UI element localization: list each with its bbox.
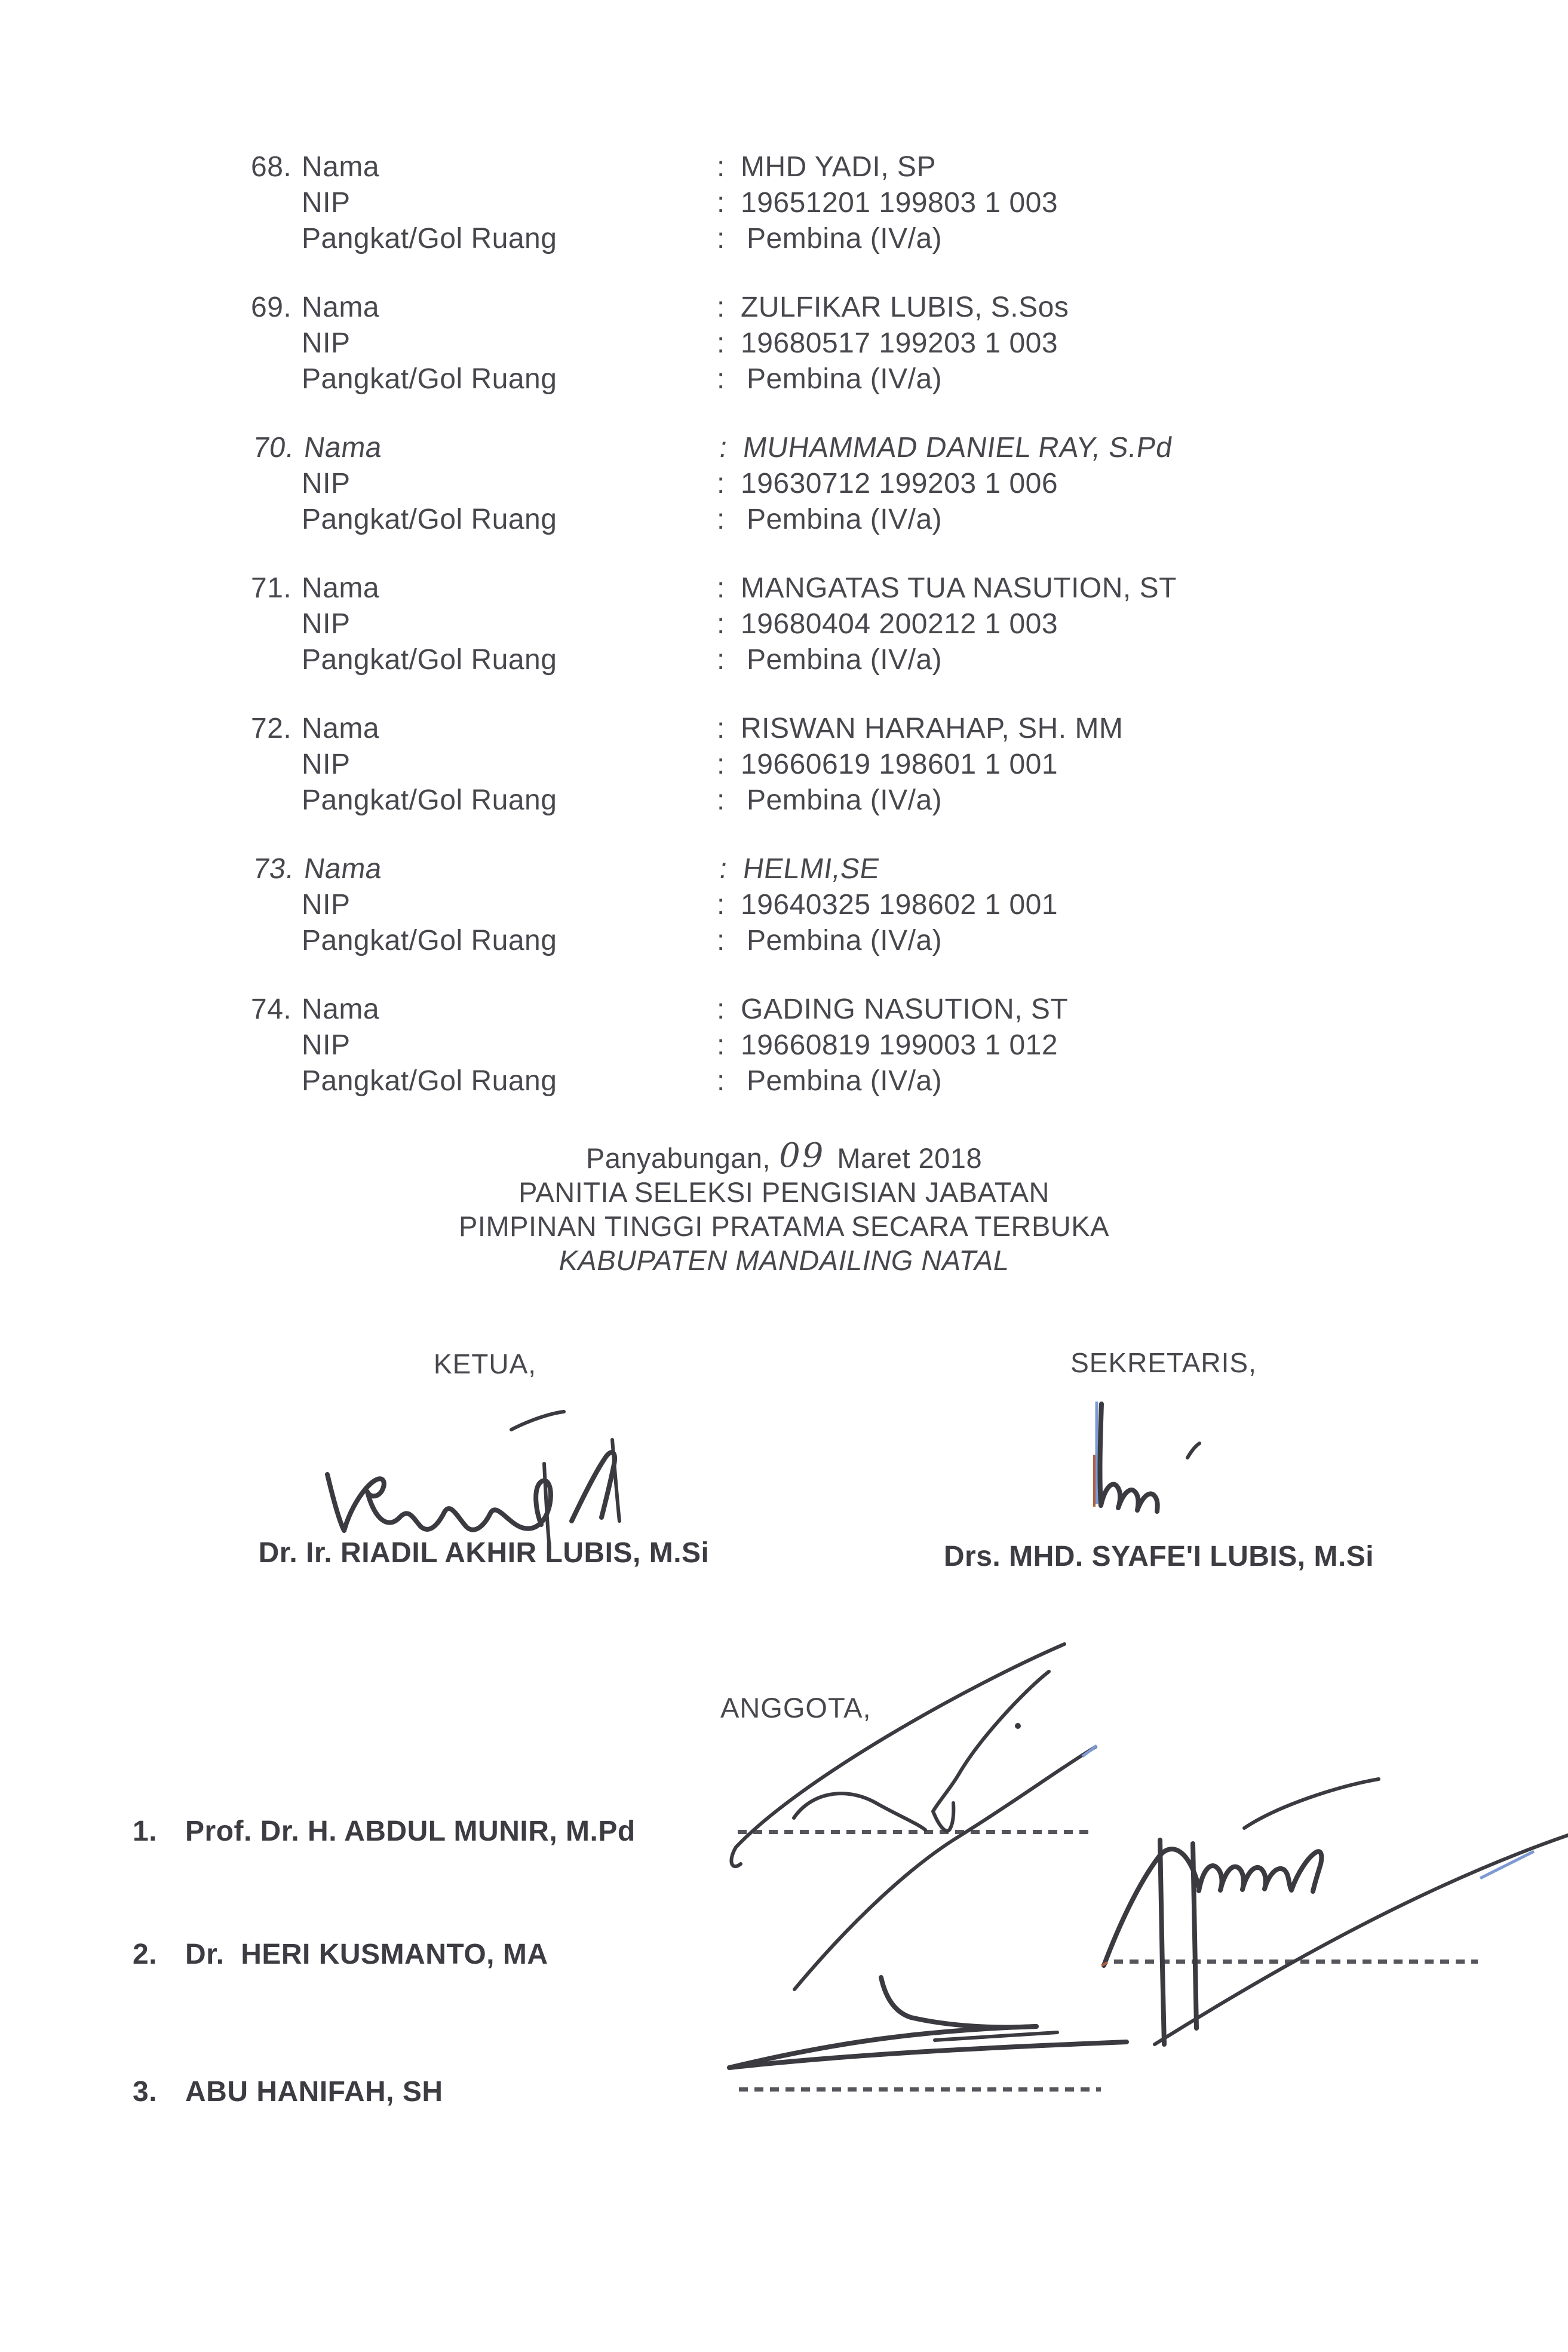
entry-row-nama xyxy=(251,290,1177,326)
entry-row-nip xyxy=(251,326,1177,361)
member-name: Prof. Dr. H. ABDUL MUNIR, M.Pd xyxy=(185,1816,636,1847)
entry-row-nip xyxy=(251,466,1177,502)
entry-number: 68. xyxy=(251,151,292,183)
colon-separator: : xyxy=(717,749,725,780)
colon-separator: : xyxy=(717,572,725,604)
entry-row-nama xyxy=(251,149,1177,185)
field-label-pangkat: Pangkat/Gol Ruang xyxy=(302,223,557,254)
entry-row-pangkat xyxy=(251,642,1177,678)
entry-number: 69. xyxy=(251,292,292,323)
nip-value: 19660819 199003 1 012 xyxy=(741,1029,1058,1061)
entry-row-nip xyxy=(251,606,1177,642)
ketua-name: Dr. Ir. RIADIL AKHIR LUBIS, M.Si xyxy=(258,1537,710,1569)
sekretaris-name: Drs. MHD. SYAFE'I LUBIS, M.Si xyxy=(943,1541,1374,1572)
field-label-pangkat: Pangkat/Gol Ruang xyxy=(302,504,557,535)
colon-separator: : xyxy=(717,713,725,744)
signature-stroke xyxy=(511,1412,564,1430)
entry-row-nip xyxy=(251,1028,1177,1063)
signature-stroke xyxy=(731,1644,1064,1866)
field-label-nama: Nama xyxy=(302,151,380,183)
colon-separator: : xyxy=(717,187,725,219)
entry-73 xyxy=(251,851,1177,959)
scan-artifact-line xyxy=(1082,1746,1097,1756)
colon-separator: : xyxy=(717,853,730,885)
signature-stroke xyxy=(935,2032,1057,2040)
entry-row-nama xyxy=(251,992,1177,1028)
nip-value: 19651201 199803 1 003 xyxy=(741,187,1058,219)
entry-70 xyxy=(251,430,1177,538)
signature-stroke xyxy=(327,1474,551,1531)
pangkat-value: Pembina (IV/a) xyxy=(747,925,943,956)
colon-separator: : xyxy=(717,993,725,1025)
signature-dot xyxy=(1015,1723,1021,1729)
colon-separator: : xyxy=(717,784,725,816)
nip-value: 19630712 199203 1 006 xyxy=(741,468,1058,499)
signature-stroke xyxy=(1187,1443,1199,1458)
entry-number: 70. xyxy=(251,432,297,464)
nama-value: ZULFIKAR LUBIS, S.Sos xyxy=(741,292,1069,323)
colon-separator: : xyxy=(717,327,725,359)
entry-number: 72. xyxy=(251,713,292,744)
personnel-entries xyxy=(251,149,1177,1132)
entry-row-pangkat xyxy=(251,1063,1177,1099)
colon-separator: : xyxy=(717,1065,725,1097)
signature-stroke xyxy=(1100,1404,1101,1505)
nama-value: MUHAMMAD DANIEL RAY, S.Pd xyxy=(741,432,1175,464)
signature-stroke xyxy=(881,1977,1036,2027)
field-label-pangkat: Pangkat/Gol Ruang xyxy=(302,1065,557,1097)
field-label-nama: Nama xyxy=(302,853,385,885)
field-label-nip: NIP xyxy=(302,468,351,499)
pangkat-value: Pembina (IV/a) xyxy=(747,223,943,254)
place-text: Panyabungan, xyxy=(585,1142,771,1174)
pangkat-value: Pembina (IV/a) xyxy=(747,504,943,535)
field-label-nip: NIP xyxy=(302,749,351,780)
colon-separator: : xyxy=(717,363,725,395)
field-label-nama: Nama xyxy=(302,292,380,323)
nip-value: 19660619 198601 1 001 xyxy=(741,749,1058,780)
field-label-nip: NIP xyxy=(302,1029,351,1061)
colon-separator: : xyxy=(717,1029,725,1061)
entry-number: 74. xyxy=(251,993,292,1025)
entry-row-pangkat xyxy=(251,361,1177,397)
signature-stroke xyxy=(794,1747,1096,1989)
entry-row-pangkat xyxy=(251,221,1177,257)
field-label-pangkat: Pangkat/Gol Ruang xyxy=(302,925,557,956)
nip-value: 19680517 199203 1 003 xyxy=(741,327,1058,359)
member-name: Dr. HERI KUSMANTO, MA xyxy=(185,1939,548,1970)
member-number: 3. xyxy=(133,2076,158,2108)
member-1-signature xyxy=(717,1631,1135,2001)
entry-row-nip xyxy=(251,887,1177,923)
signature-stroke xyxy=(1199,1851,1321,1891)
entry-row-pangkat xyxy=(251,783,1177,818)
colon-separator: : xyxy=(717,504,725,535)
place-date-line xyxy=(0,1136,1568,1175)
member-number: 2. xyxy=(133,1939,158,1970)
handwritten-date: 09 xyxy=(779,1136,826,1175)
ketua-signature xyxy=(311,1404,645,1559)
field-label-nama: Nama xyxy=(302,432,385,464)
pangkat-value: Pembina (IV/a) xyxy=(747,644,943,676)
entry-68 xyxy=(251,149,1177,257)
colon-separator: : xyxy=(717,223,725,254)
field-label-nip: NIP xyxy=(302,889,351,921)
field-label-nama: Nama xyxy=(302,993,380,1025)
signature-stroke xyxy=(1104,1849,1199,1965)
colon-separator: : xyxy=(717,925,725,956)
signature-stroke xyxy=(612,1440,619,1521)
sekretaris-title: SEKRETARIS, xyxy=(1070,1347,1257,1378)
member-row-1 xyxy=(133,1815,636,1848)
entry-71 xyxy=(251,571,1177,678)
colon-separator: : xyxy=(717,644,725,676)
member-row-3 xyxy=(133,2075,443,2108)
field-label-pangkat: Pangkat/Gol Ruang xyxy=(302,644,557,676)
entry-row-nama xyxy=(251,571,1177,606)
sekretaris-signature xyxy=(1087,1398,1242,1529)
signature-stroke xyxy=(933,1672,1049,1831)
entry-72 xyxy=(251,711,1177,818)
entry-row-nama xyxy=(251,430,1182,466)
colon-separator: : xyxy=(717,468,725,499)
field-label-nip: NIP xyxy=(302,187,351,219)
member-row-2 xyxy=(133,1938,548,1971)
nip-value: 19640325 198602 1 001 xyxy=(741,889,1058,921)
entry-row-nip xyxy=(251,185,1177,221)
nama-value: MANGATAS TUA NASUTION, ST xyxy=(741,572,1177,604)
signature-stroke xyxy=(572,1452,615,1521)
field-label-nip: NIP xyxy=(302,327,351,359)
field-label-nip: NIP xyxy=(302,608,351,640)
colon-separator: : xyxy=(717,151,725,183)
member-number: 1. xyxy=(133,1816,158,1847)
entry-row-nama xyxy=(251,851,1182,887)
nip-value: 19680404 200212 1 003 xyxy=(741,608,1058,640)
colon-separator: : xyxy=(717,292,725,323)
committee-line-1: PANITIA SELEKSI PENGISIAN JABATAN xyxy=(518,1176,1050,1208)
entry-74 xyxy=(251,992,1177,1099)
signature-stroke xyxy=(794,1793,925,1830)
pangkat-value: Pembina (IV/a) xyxy=(747,1065,943,1097)
field-label-pangkat: Pangkat/Gol Ruang xyxy=(302,363,557,395)
entry-69 xyxy=(251,290,1177,397)
member-name: ABU HANIFAH, SH xyxy=(185,2076,443,2108)
anggota-title: ANGGOTA, xyxy=(720,1692,872,1724)
field-label-nama: Nama xyxy=(302,713,380,744)
pangkat-value: Pembina (IV/a) xyxy=(747,363,943,395)
signature-stroke xyxy=(1244,1779,1379,1828)
colon-separator: : xyxy=(717,608,725,640)
committee-line-3: KABUPATEN MANDAILING NATAL xyxy=(559,1244,1009,1276)
signature-stroke xyxy=(1101,1485,1158,1511)
ketua-title: KETUA, xyxy=(433,1348,537,1379)
entry-row-nip xyxy=(251,747,1177,783)
entry-number: 73. xyxy=(251,853,297,885)
closing-block xyxy=(0,1136,1568,1277)
colon-separator: : xyxy=(717,889,725,921)
nama-value: GADING NASUTION, ST xyxy=(741,993,1069,1025)
entry-row-nama xyxy=(251,711,1177,747)
pangkat-value: Pembina (IV/a) xyxy=(747,784,943,816)
nama-value: RISWAN HARAHAP, SH. MM xyxy=(741,713,1124,744)
field-label-pangkat: Pangkat/Gol Ruang xyxy=(302,784,557,816)
member-3-signature xyxy=(699,1965,1177,2091)
entry-row-pangkat xyxy=(251,502,1177,538)
field-label-nama: Nama xyxy=(302,572,380,604)
colon-separator: : xyxy=(717,432,730,464)
date-text: Maret 2018 xyxy=(837,1142,983,1174)
nama-value: MHD YADI, SP xyxy=(741,151,936,183)
committee-line-2: PIMPINAN TINGGI PRATAMA SECARA TERBUKA xyxy=(459,1210,1109,1242)
entry-number: 71. xyxy=(251,572,292,604)
nama-value: HELMI,SE xyxy=(741,853,882,885)
entry-row-pangkat xyxy=(251,923,1177,959)
